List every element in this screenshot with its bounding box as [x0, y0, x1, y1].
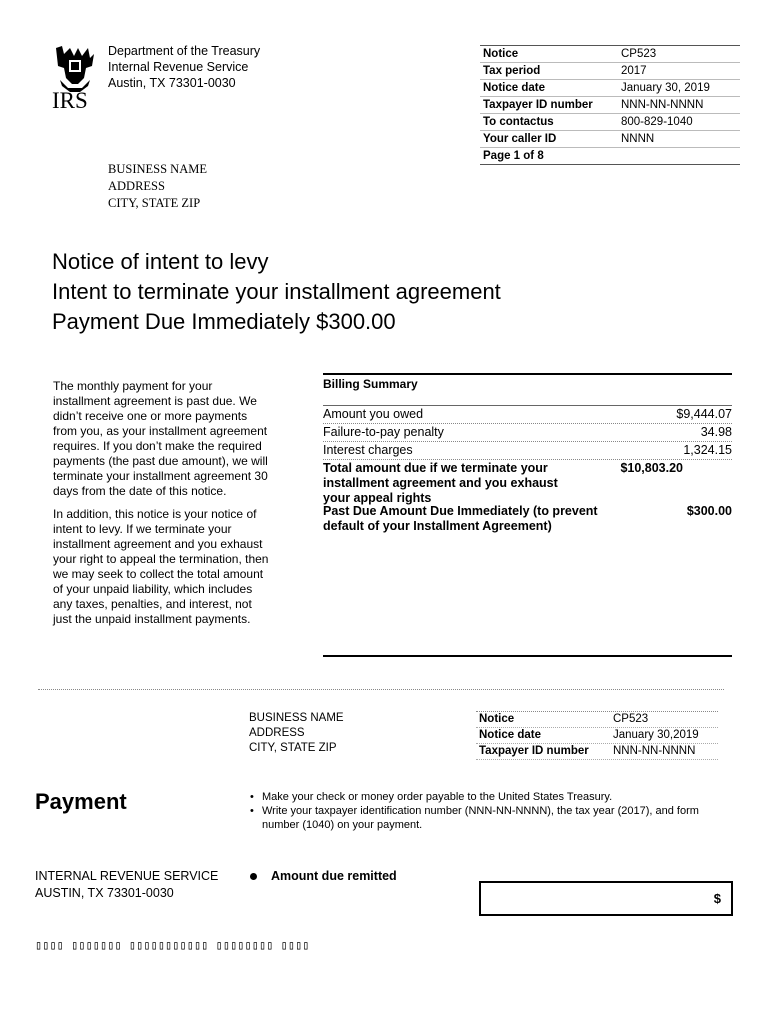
billing-amount: $300.00 — [686, 504, 732, 518]
body-paragraph: The monthly payment for your installment agreement is past due. We didn’t receive one or more payments from you, as your installment agreement requires. If you don’t make the required payments (the past due amount), we will terminate your installment agreement 30 days from the date of this notice. — [53, 379, 268, 498]
notice-value: CP523 — [621, 48, 657, 60]
notice-value: January 30, 2019 — [621, 82, 710, 94]
notice-row — [480, 114, 740, 131]
billing-title: Billing Summary — [323, 375, 732, 406]
agency-line: Department of the Treasury — [108, 44, 261, 58]
notice-value: 800-829-1040 — [621, 116, 693, 128]
payment-instructions — [248, 790, 728, 832]
billing-summary — [323, 373, 732, 535]
title-levy: Notice of intent to levy — [52, 249, 269, 274]
billing-row — [323, 424, 732, 442]
billing-row — [323, 442, 732, 460]
billing-amount: 1,324.15 — [683, 443, 732, 457]
notice-row — [480, 46, 740, 63]
voucher-notice-label: Notice date — [479, 729, 541, 741]
page-number: Page 1 of 8 — [483, 150, 544, 162]
notice-value: NNNN — [621, 133, 655, 145]
billing-label: Amount you owed — [323, 407, 424, 421]
recipient-line: BUSINESS NAME — [108, 162, 207, 176]
voucher-notice-table — [476, 711, 718, 760]
remit-line: AUSTIN, TX 73301-0030 — [35, 886, 174, 900]
tear-line — [38, 689, 724, 690]
scan-line: ▯▯▯▯ ▯▯▯▯▯▯▯ ▯▯▯▯▯▯▯▯▯▯▯ ▯▯▯▯▯▯▯▯ ▯▯▯▯ — [35, 938, 310, 952]
logo-text: IRS — [52, 88, 88, 113]
notice-value: 2017 — [621, 65, 647, 77]
bullet-icon — [250, 873, 257, 880]
billing-label: Total amount due if we terminate your installment agreement and you exhaust your appeal rights — [323, 461, 558, 505]
voucher-address-line: ADDRESS — [249, 727, 305, 739]
voucher-notice-value: CP523 — [613, 713, 649, 725]
recipient-address — [108, 161, 207, 212]
body-paragraph: In addition, this notice is your notice of intent to levy. If we terminate your installment agreement and you exhaust your right to appeal the termination, then we may seek to collect the total amount of your unpaid liability, which includes any taxes, penalties, and interest, not just the unpaid installment payments. — [53, 507, 269, 626]
voucher-notice-row — [476, 728, 718, 744]
billing-label: Interest charges — [323, 443, 413, 457]
billing-label: Past Due Amount Due Immediately (to prevent default of your Installment Agreement) — [323, 504, 598, 533]
title-payment-due: Payment Due Immediately $300.00 — [52, 309, 396, 334]
notice-label: To contactus — [483, 116, 554, 128]
notice-value: NNN-NN-NNNN — [621, 99, 704, 111]
notice-row — [480, 80, 740, 97]
remit-address — [35, 868, 218, 902]
amount-remitted-field[interactable] — [479, 881, 733, 916]
voucher-notice-row — [476, 744, 718, 760]
notice-label: Your caller ID — [483, 133, 557, 145]
voucher-address — [249, 711, 344, 756]
voucher-notice-value: NNN-NN-NNNN — [613, 745, 696, 757]
remit-line: INTERNAL REVENUE SERVICE — [35, 869, 219, 883]
voucher-notice-label: Notice — [479, 713, 515, 725]
notice-value — [621, 148, 740, 164]
payment-heading: Payment — [35, 789, 127, 814]
notice-titles — [52, 247, 501, 337]
billing-amount: $10,803.20 — [620, 461, 683, 475]
notice-label: Notice — [483, 48, 519, 60]
billing-amount: 34.98 — [700, 425, 732, 439]
billing-divider — [323, 655, 732, 657]
voucher-notice-row — [476, 712, 718, 728]
recipient-line: CITY, STATE ZIP — [108, 196, 201, 210]
billing-label: Failure-to-pay penalty — [323, 425, 444, 439]
billing-row — [323, 406, 732, 424]
agency-address — [108, 43, 260, 91]
instruction-item: • Write your taxpayer identification number (NNN-NN-NNNN), the tax year (2017), and form number (1040) on your payment. — [248, 804, 728, 832]
notice-row — [480, 97, 740, 114]
notice-info-table — [480, 45, 740, 165]
billing-row-past-due — [323, 503, 732, 535]
notice-label: Tax period — [483, 65, 541, 77]
notice-row — [480, 131, 740, 148]
amount-label-text: Amount due remitted — [271, 869, 397, 883]
recipient-line: ADDRESS — [108, 179, 165, 193]
notice-label: Notice date — [483, 82, 545, 94]
billing-row-total — [323, 460, 732, 507]
irs-logo — [50, 44, 100, 114]
notice-body — [53, 379, 273, 635]
voucher-address-line: CITY, STATE ZIP — [249, 742, 337, 754]
dollar-sign: $ — [713, 891, 721, 906]
notice-row — [480, 63, 740, 80]
agency-line: Austin, TX 73301-0030 — [108, 76, 236, 90]
title-terminate: Intent to terminate your installment agreement — [52, 279, 501, 304]
voucher-notice-value: January 30,2019 — [613, 729, 699, 741]
billing-amount: $9,444.07 — [676, 407, 732, 421]
voucher-notice-label: Taxpayer ID number — [479, 745, 589, 757]
agency-line: Internal Revenue Service — [108, 60, 249, 74]
instruction-item: • Make your check or money order payable to the United States Treasury. — [248, 790, 728, 804]
amount-remitted-label — [250, 869, 397, 883]
notice-row — [480, 148, 740, 165]
voucher-address-line: BUSINESS NAME — [249, 712, 344, 724]
notice-label: Taxpayer ID number — [483, 99, 593, 111]
